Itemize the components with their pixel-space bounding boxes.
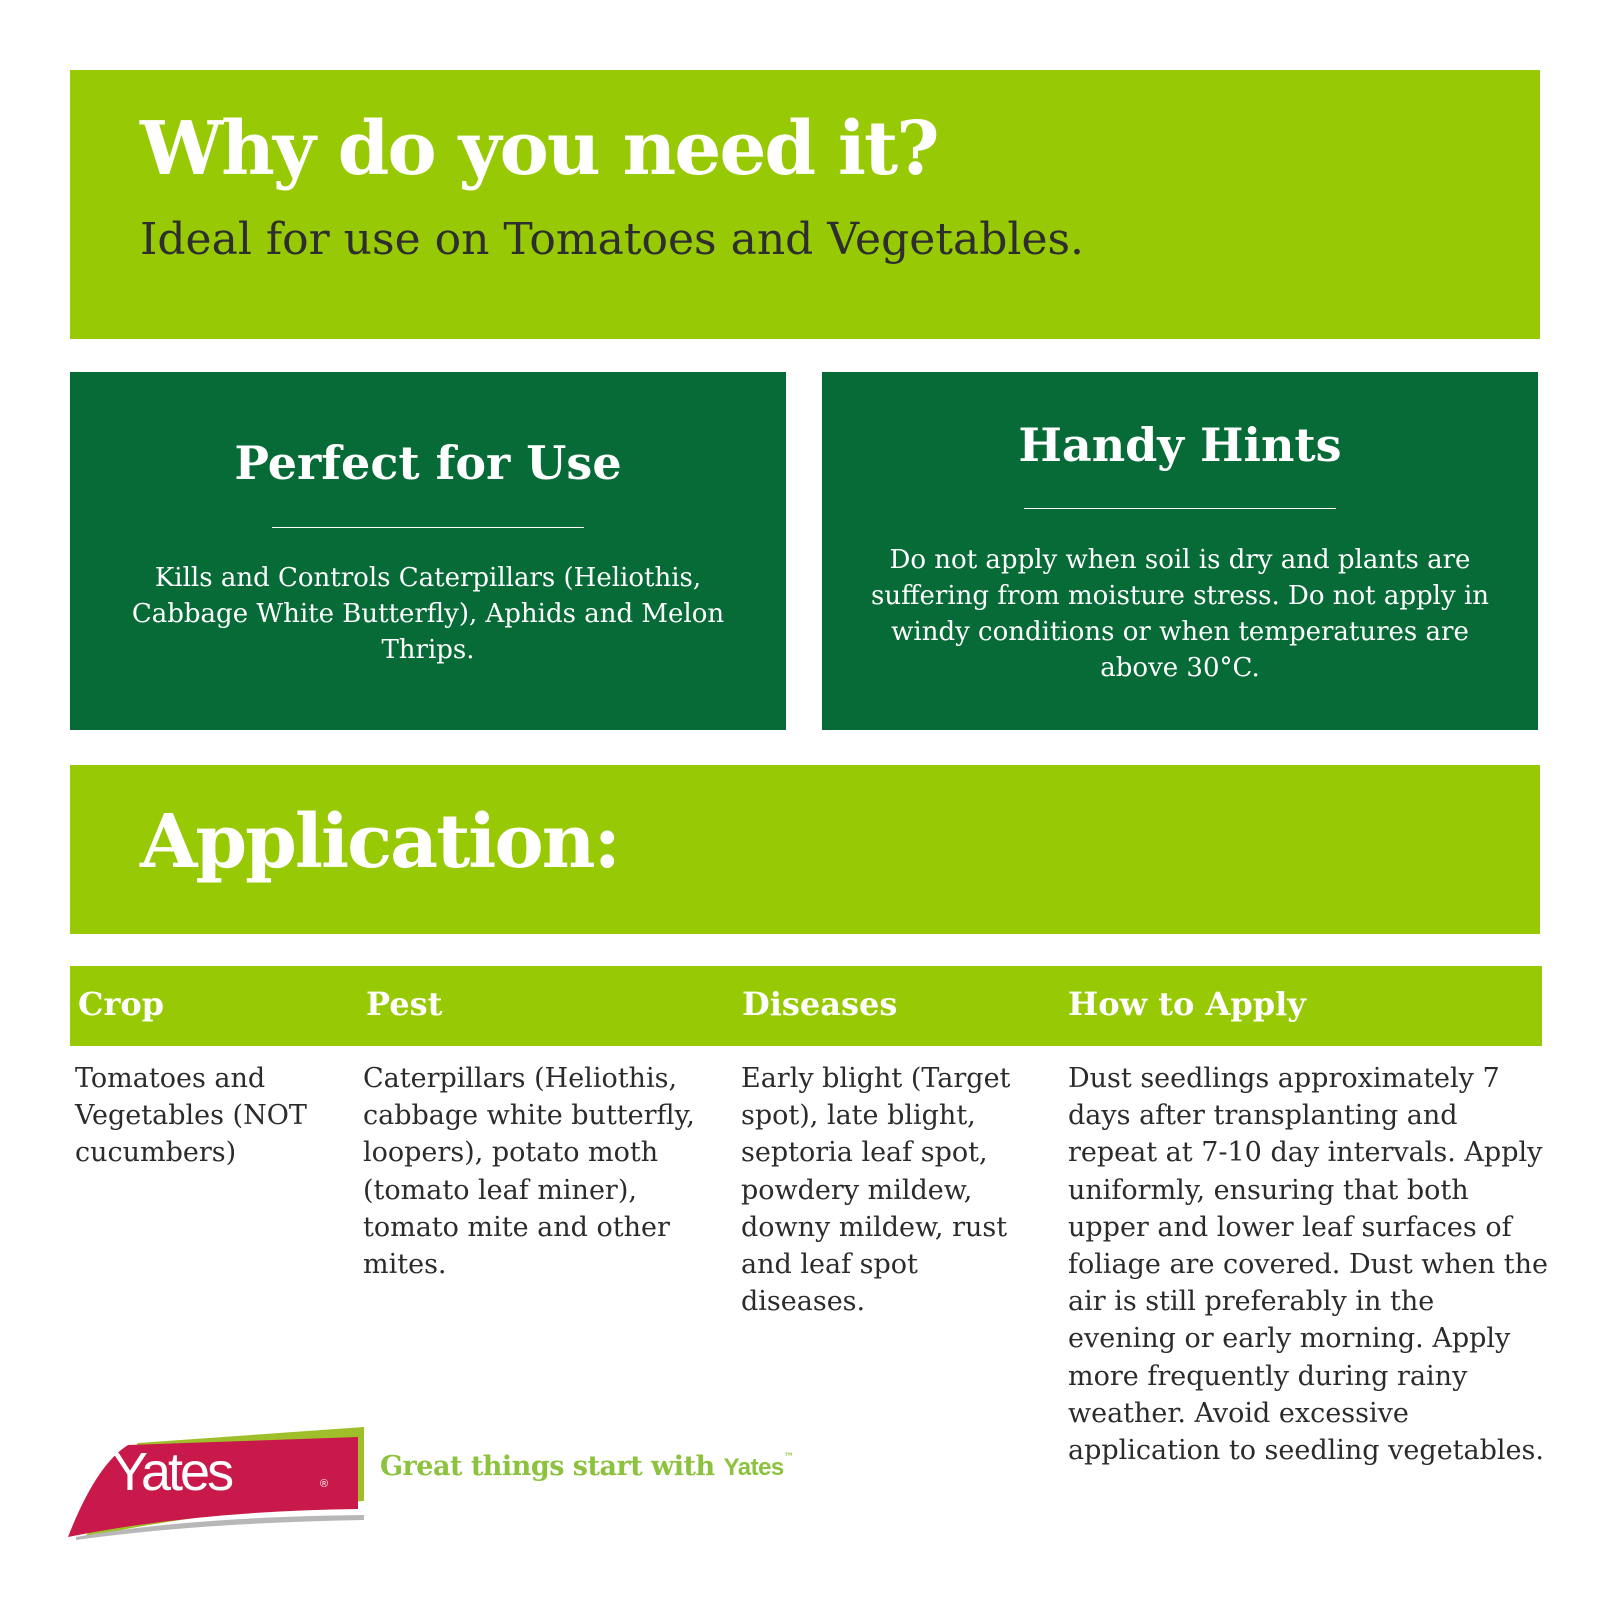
logo-wordmark: Yates <box>112 1442 232 1502</box>
why-subtitle: Ideal for use on Tomatoes and Vegetables. <box>140 214 1085 265</box>
cell-diseases: Early blight (Target spot), late blight, septoria leaf spot, powdery mildew, downy mildew, rust and leaf spot diseases. <box>741 1063 1011 1318</box>
column-header-pest: Pest <box>366 985 443 1023</box>
handy-hints-title: Handy Hints <box>1018 418 1342 472</box>
perfect-for-use-panel <box>70 372 786 730</box>
tagline-brand: Yates <box>723 1454 784 1481</box>
divider <box>1024 508 1336 509</box>
divider <box>272 527 584 528</box>
cell-pest: Caterpillars (Heliothis, cabbage white butterfly, loopers), potato moth (tomato leaf miner), tomato mite and other mites. <box>363 1063 695 1281</box>
handy-hints-panel <box>822 372 1538 730</box>
registered-mark: ® <box>320 1478 329 1490</box>
trademark-mark: ™ <box>783 1452 794 1463</box>
cell-crop: Tomatoes and Vegetables (NOT cucumbers) <box>75 1063 307 1169</box>
why-banner <box>70 70 1540 339</box>
cell-how-to-apply: Dust seedlings approximately 7 days after transplanting and repeat at 7-10 day intervals. Apply uniformly, ensuring that both upper and lower leaf surfaces of foliage are covered. Dust when the air is still preferably in the evening or early morning. Apply more frequently during rainy weather. Avoid excessive application to seedling vegetables. <box>1068 1063 1548 1467</box>
application-title: Application: <box>140 799 619 885</box>
why-title: Why do you need it? <box>140 106 938 192</box>
table-header-row <box>70 966 1542 1046</box>
column-header-crop: Crop <box>78 985 165 1023</box>
perfect-for-use-body: Kills and Controls Caterpillars (Heliothis, Cabbage White Butterfly), Aphids and Melon Thrips. <box>131 563 725 665</box>
column-header-how-to-apply: How to Apply <box>1068 985 1306 1023</box>
application-banner <box>70 765 1540 934</box>
handy-hints-body: Do not apply when soil is dry and plants are suffering from moisture stress. Do not apply in windy conditions or when temperatures are above 30°C. <box>870 545 1490 683</box>
tagline-text: Great things start with <box>380 1451 724 1482</box>
perfect-for-use-title: Perfect for Use <box>234 436 622 490</box>
column-header-diseases: Diseases <box>742 985 898 1023</box>
tagline <box>380 1453 793 1480</box>
